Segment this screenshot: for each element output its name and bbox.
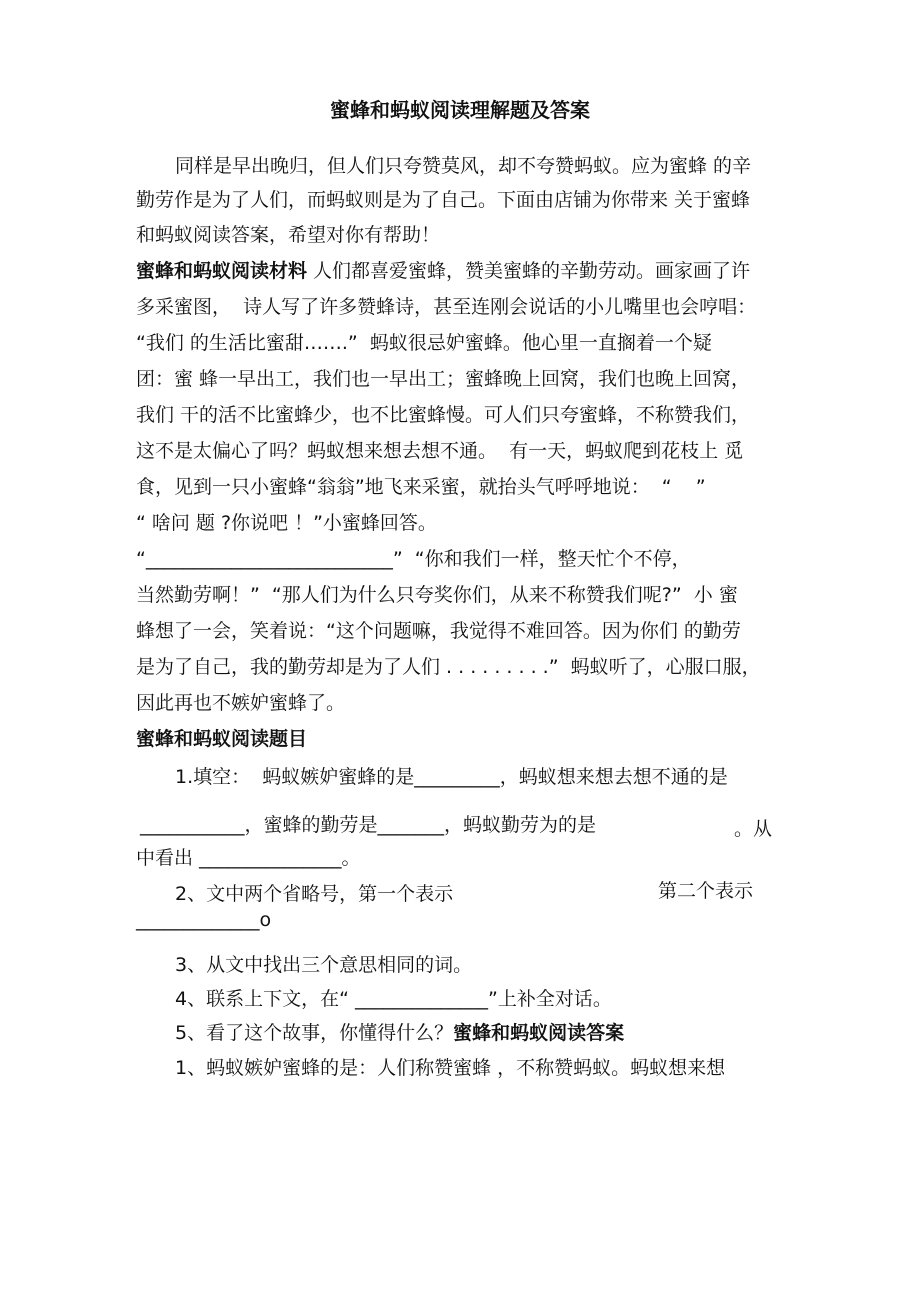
material-line-2: “我们 的生活比蜜甜…….” 蚂蚁很忌妒蜜蜂。他心里一直搁着一个疑: [136, 332, 712, 354]
material-heading: 蜜蜂和蚂蚁阅读材料: [136, 260, 308, 282]
intro-line-2: 勤劳作是为了人们，而蚂蚁则是为了自己。下面由店铺为你带来 关于蜜蜂: [136, 189, 751, 211]
material-line-12: 因此再也不嫉妒蜜蜂了。: [136, 692, 346, 714]
q2-line-2: _____________o: [136, 909, 272, 931]
material-first-line: [136, 259, 750, 283]
q2-line-1: 2、文中两个省略号，第一个表示: [175, 883, 454, 905]
material-line-4: 我们 干的活不比蜜蜂少，也不比蜜蜂慢。可人们只夸蜜蜂，不称赞我们，: [136, 404, 751, 426]
material-line-9: 当然勤劳啊！” “那人们为什么只夸奖你们，从来不称赞我们呢?” 小 蜜: [136, 584, 738, 606]
a1-line: 1、蚂蚁嫉妒蜜蜂的是：人们称赞蜜蜂 ，不称赞蚂蚁。蚂蚁想来想: [175, 1057, 726, 1079]
material-line-6: 食，见到一只小蜜蜂“翁翁”地飞来采蜜，就抬头气呼呼地说： “ ”: [136, 476, 706, 498]
intro-line-3: 和蚂蚁阅读答案，希望对你有帮助！: [136, 224, 441, 246]
q1-line-2-end: 。从: [734, 818, 773, 840]
material-line-1: 多采蜜图， 诗人写了许多赞蜂诗，甚至连刚会说话的小儿嘴里也会哼唱：: [136, 296, 757, 318]
page-title: 蜜蜂和蚂蚁阅读理解题及答案: [330, 98, 590, 122]
intro-line-1: 同样是早出晚归，但人们只夸赞莫风，却不夸赞蚂蚁。应为蜜蜂 的辛: [175, 155, 752, 177]
material-line-10: 蜂想了一会，笑着说：“这个问题嘛，我觉得不难回答。因为你们 的勤劳: [136, 620, 741, 642]
q3-line: 3、从文中找出三个意思相同的词。: [175, 954, 473, 976]
material-line-3: 团：蜜 蜂一早出工，我们也一早出工；蜜蜂晚上回窝，我们也晚上回窝，: [136, 368, 751, 390]
material-line-8: “__________________________” “你和我们一样，整天忙个不停，: [136, 548, 691, 570]
q1-line-2: ___________，蜜蜂的勤劳是_______，蚂蚁勤劳为的是: [140, 814, 597, 836]
q5-line: [175, 1021, 624, 1045]
material-line-11: 是为了自己，我的勤劳却是为了人们 . . . . . . . . .” 蚂蚁听了，心服口服，: [136, 656, 761, 678]
questions-heading: 蜜蜂和蚂蚁阅读题目: [136, 728, 308, 750]
q1-line-3: 中看出 _______________。: [136, 847, 361, 869]
q5-text: 5、看了这个故事，你懂得什么？: [175, 1022, 454, 1044]
q4-line: 4、联系上下文，在“ ______________”上补全对话。: [175, 988, 612, 1010]
answers-heading: 蜜蜂和蚂蚁阅读答案: [453, 1022, 625, 1044]
q1-line-1: 1.填空： 蚂蚁嫉妒蜜蜂的是_________，蚂蚁想来想去想不通的是: [175, 766, 728, 788]
material-line-5: 这不是太偏心了吗？蚂蚁想来想去想不通。 有一天，蚂蚁爬到花枝上 觅: [136, 440, 744, 462]
material-line-0: 人们都喜爱蜜蜂，赞美蜜蜂的辛勤劳动。画家画了许: [307, 260, 751, 282]
q2-line-1-end: 第二个表示: [658, 880, 754, 902]
material-line-7: “ 啥问 题 ?你说吧 ！”小蜜蜂回答。: [136, 512, 437, 534]
